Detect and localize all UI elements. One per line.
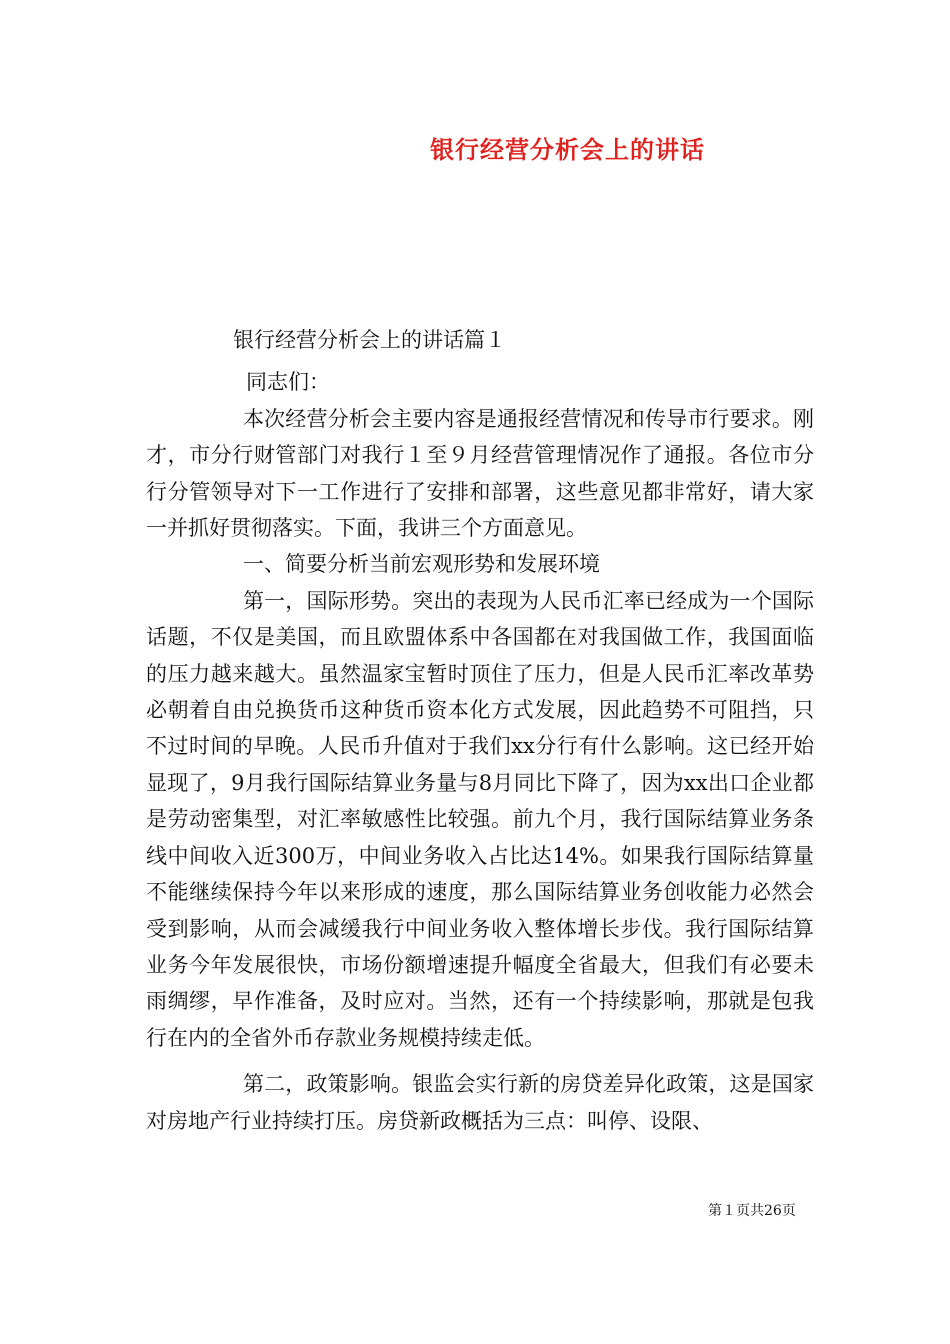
document-title: 银行经营分析会上的讲话 bbox=[430, 135, 705, 164]
document-body bbox=[146, 322, 814, 1139]
paragraph-international: 第一，国际形势。突出的表现为人民币汇率已经成为一个国际话题，不仅是美国，而且欧盟体系中各国都在对我国做工作，我国面临的压力越来越大。虽然温家宝暂时顶住了压力，但是人民币汇率改革势必朝着自由兑换货币这种货币资本化方式发展，因此趋势不可阻挡，只不过时间的早晚。人民币升值对于我们xx分行有什么影响。这已经开始显现了，9月我行国际结算业务量与8月同比下降了，因为xx出口企业都是劳动密集型，对汇率敏感性比较强。前九个月，我行国际结算业务条线中间收入近300万，中间业务收入占比达14%。如果我行国际结算量不能继续保持今年以来形成的速度，那么国际结算业务创收能力必然会受到影响，从而会减缓我行中间业务收入整体增长步伐。我行国际结算业务今年发展很快，市场份额增速提升幅度全省最大，但我们有必要未雨绸缪，早作准备，及时应对。当然，还有一个持续影响，那就是包我行在内的全省外币存款业务规模持续走低。 bbox=[146, 588, 814, 1050]
page-footer: 第１页共26页 bbox=[708, 1203, 796, 1219]
section-heading: 银行经营分析会上的讲话篇１ bbox=[233, 328, 506, 352]
paragraph-intro: 本次经营分析会主要内容是通报经营情况和传导市行要求。刚才，市分行财管部门对我行１至９月经营管理情况作了通报。各位市分行分管领导对下一工作进行了安排和部署，这些意见都非常好，请大家一并抓好贯彻落实。下面，我讲三个方面意见。 bbox=[146, 406, 814, 541]
salutation: 同志们： bbox=[246, 370, 330, 395]
paragraph-section-one-heading: 一、简要分析当前宏观形势和发展环境 bbox=[243, 552, 600, 577]
paragraph-policy: 第二，政策影响。银监会实行新的房贷差异化政策，这是国家对房地产行业持续打压。房贷新政概括为三点：叫停、设限、 bbox=[146, 1072, 814, 1133]
